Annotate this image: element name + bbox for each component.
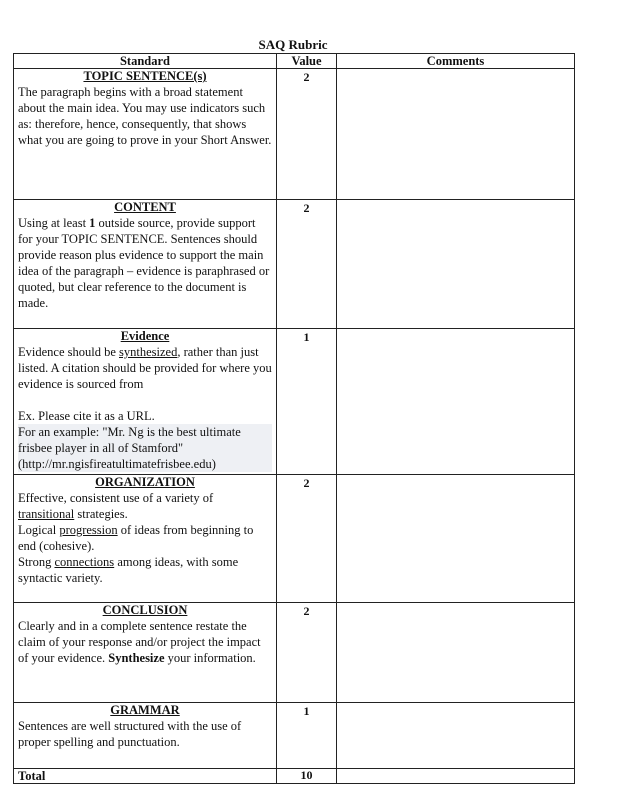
row-heading: Evidence [120, 329, 170, 343]
row-description: The paragraph begins with a broad statement about the main idea. You may use indicators such as: therefore, hence, consequently, that shows what you are going to prove in your Short Answer. [18, 85, 272, 147]
row-description: Clearly and in a complete sentence restate the claim of your response and/or project the impact of your evidence. Synthesize your information. [18, 619, 261, 665]
comments-cell[interactable] [337, 603, 575, 703]
standard-cell [14, 603, 277, 703]
table-row [14, 329, 575, 475]
comments-cell[interactable] [337, 703, 575, 769]
comments-cell[interactable] [337, 475, 575, 603]
example-line: Ex. Please cite it as a URL. [18, 409, 155, 423]
comments-cell[interactable] [337, 69, 575, 200]
row-heading: CONTENT [114, 200, 176, 214]
row-description: Sentences are well structured with the use of proper spelling and punctuation. [18, 719, 242, 749]
total-value: 10 [277, 769, 337, 784]
row-heading: CONCLUSION [102, 603, 188, 617]
value-cell: 2 [277, 69, 337, 200]
row-description-line: Strong connections among ideas, with some syntactic variety. [18, 555, 239, 585]
header-comments: Comments [337, 54, 575, 69]
comments-cell[interactable] [337, 200, 575, 329]
row-description: Using at least 1 outside source, provide support for your TOPIC SENTENCE. Sentences should provide reason plus evidence to support the main idea of the paragraph – evidence is paraphrased or quoted, but clear reference to the document is made. [18, 216, 270, 310]
header-row [14, 54, 575, 69]
standard-cell [14, 703, 277, 769]
header-value: Value [277, 54, 337, 69]
row-heading: ORGANIZATION [95, 475, 195, 489]
table-row [14, 69, 575, 200]
row-description: Evidence should be synthesized, rather than just listed. A citation should be provided for where you evidence is sourced from [18, 345, 272, 391]
table-row [14, 475, 575, 603]
comments-cell[interactable] [337, 329, 575, 475]
value-cell: 2 [277, 200, 337, 329]
table-row [14, 200, 575, 329]
example-citation: For an example: "Mr. Ng is the best ultimate frisbee player in all of Stamford" (http://mr.ngisfireatultimatefrisbee.edu) [18, 424, 272, 472]
total-comments-cell[interactable] [337, 769, 575, 784]
value-cell: 1 [277, 329, 337, 475]
total-row [14, 769, 575, 784]
row-heading: GRAMMAR [110, 703, 180, 717]
standard-cell [14, 475, 277, 603]
total-label: Total [14, 769, 277, 784]
rubric-title: SAQ Rubric [258, 37, 328, 52]
row-description-line: Logical progression of ideas from beginning to end (cohesive). [18, 523, 254, 553]
header-standard: Standard [14, 54, 277, 69]
table-row [14, 703, 575, 769]
standard-cell [14, 69, 277, 200]
standard-cell [14, 329, 277, 475]
row-description-line: Effective, consistent use of a variety of transitional strategies. [18, 491, 214, 521]
rubric-table [13, 53, 575, 784]
value-cell: 2 [277, 475, 337, 603]
value-cell: 2 [277, 603, 337, 703]
row-heading: TOPIC SENTENCE(s) [83, 69, 207, 83]
table-row [14, 603, 575, 703]
value-cell: 1 [277, 703, 337, 769]
standard-cell [14, 200, 277, 329]
